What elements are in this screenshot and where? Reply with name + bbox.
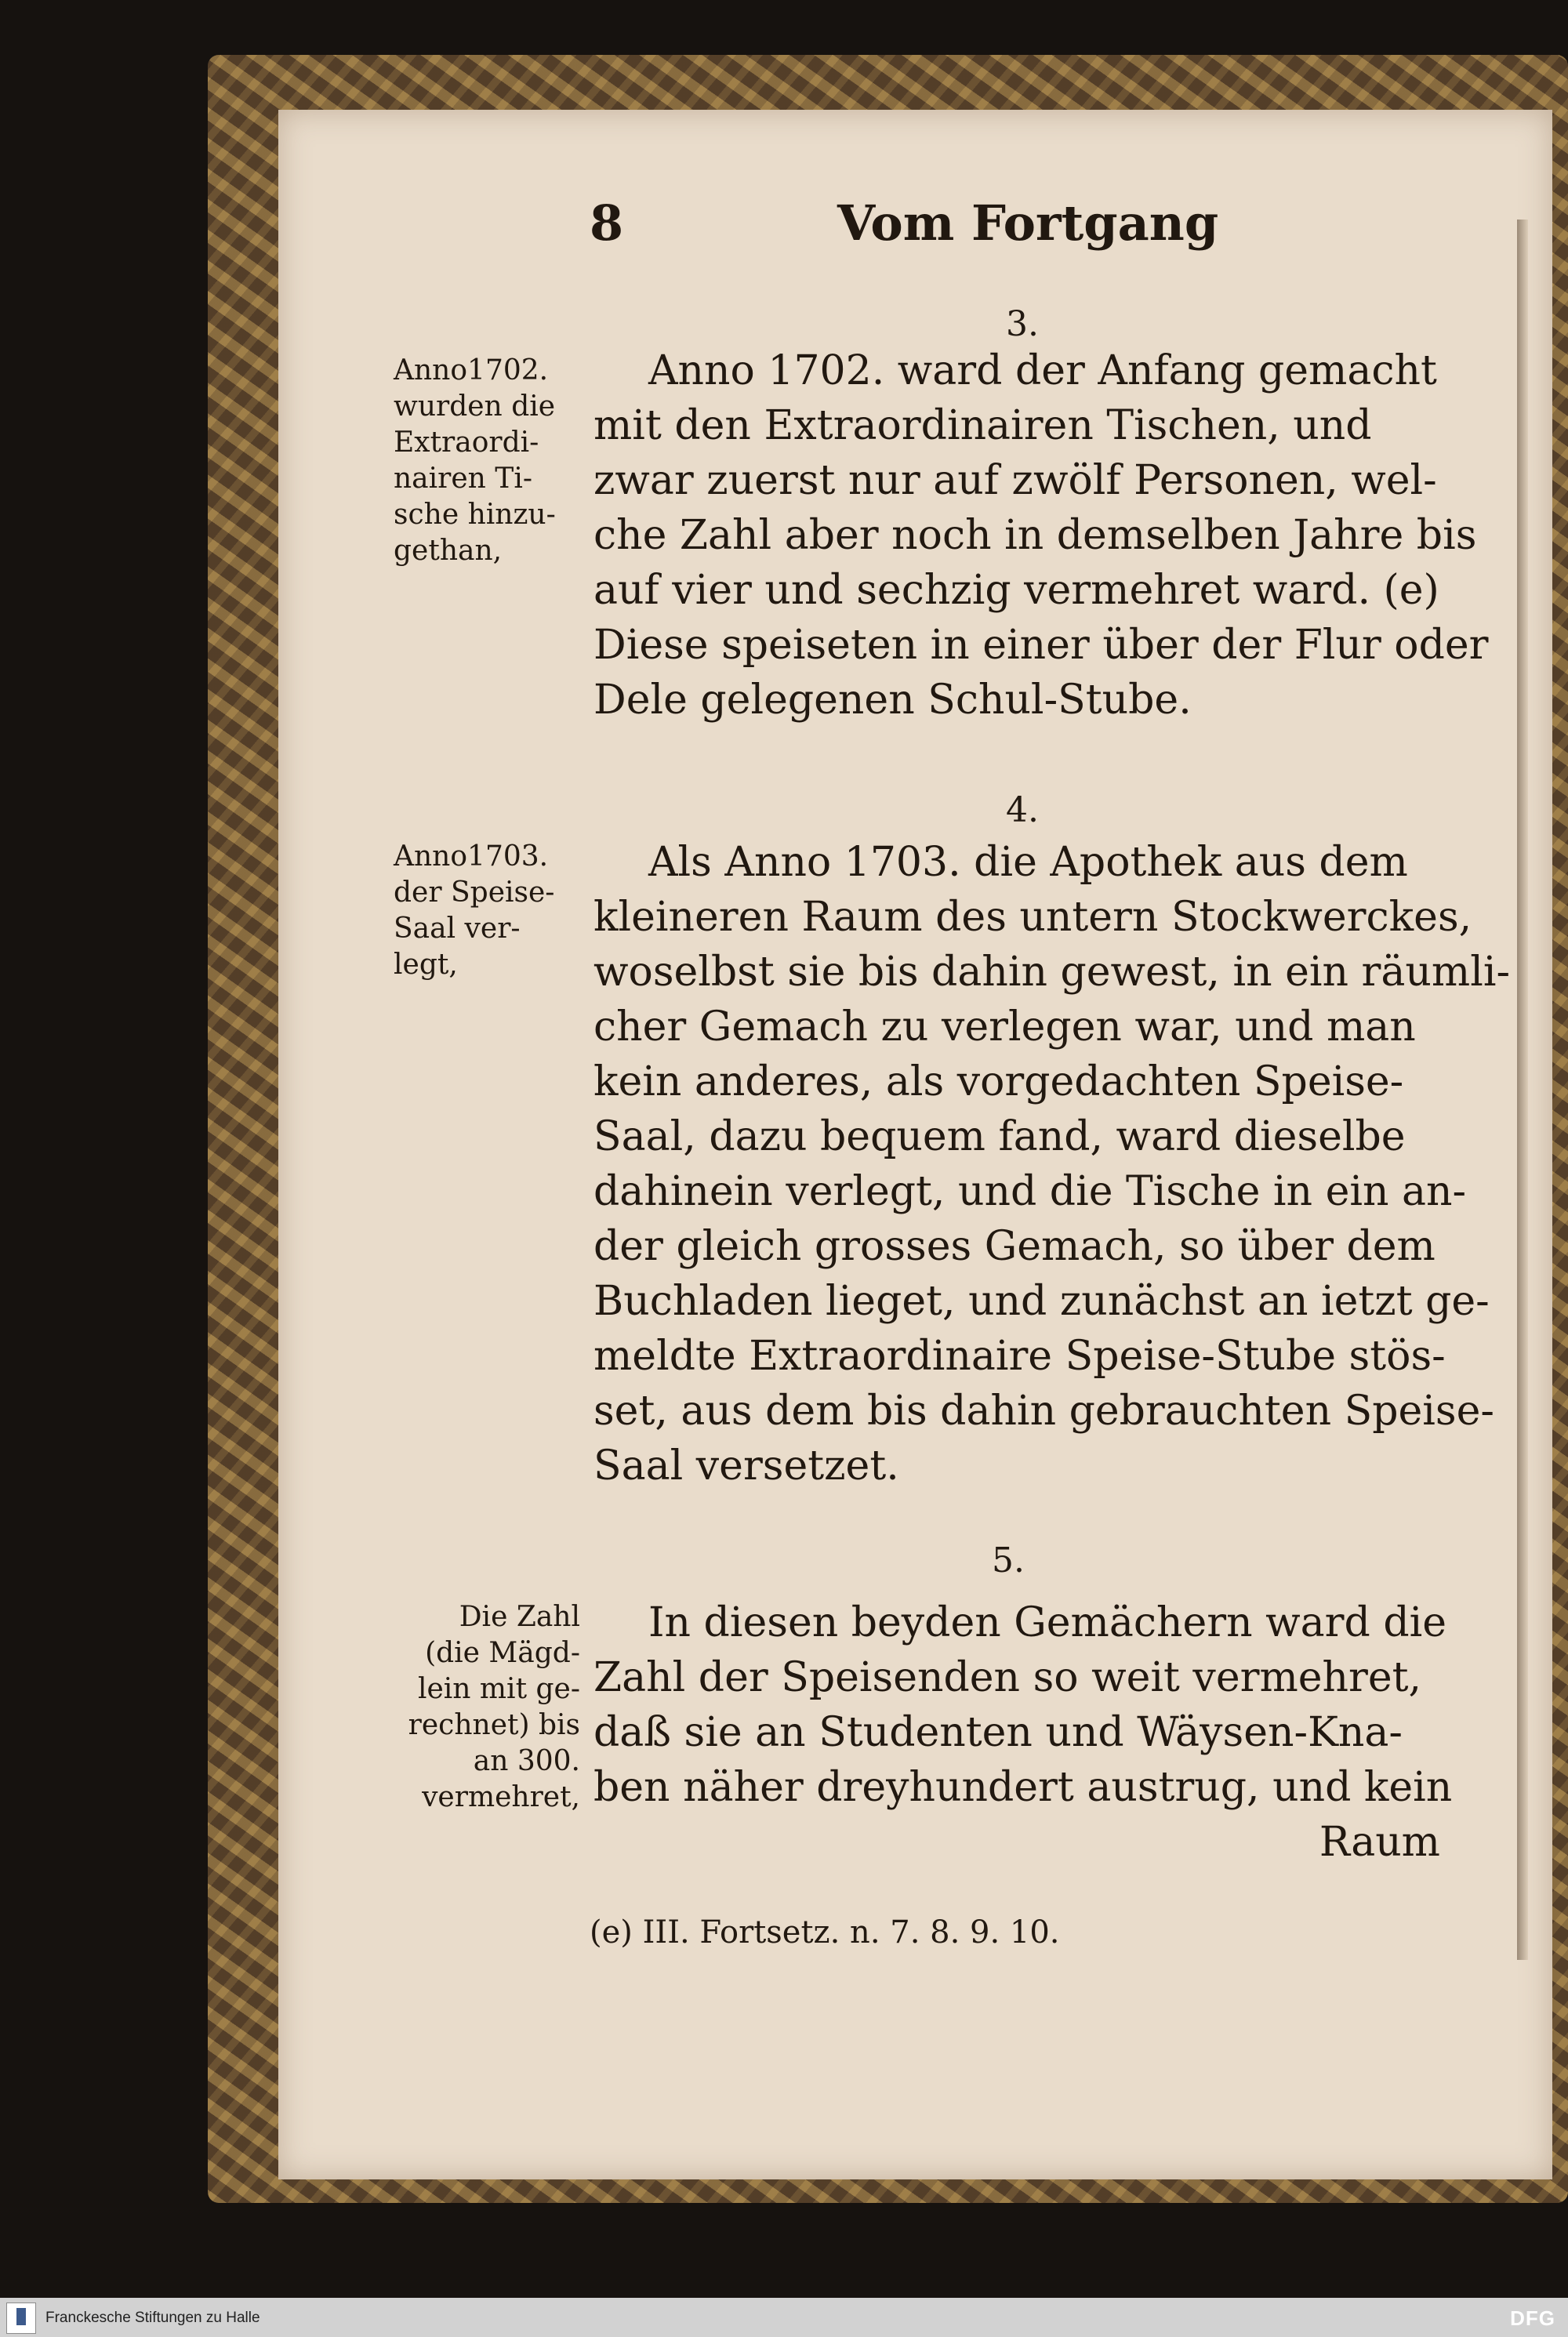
text-line: auf vier und sechzig vermehret ward. (e) [593, 567, 1439, 614]
paragraph [593, 1595, 1452, 1870]
margin-line: an 300. [473, 1745, 580, 1777]
text-line: kleineren Raum des untern Stockwerckes, [593, 894, 1472, 941]
margin-note [368, 1599, 580, 1816]
text-line: dahinein verlegt, und die Tische in ein an- [593, 1168, 1467, 1215]
text-line: mit den Extraordinairen Tischen, und [593, 402, 1372, 449]
running-title: Vom Fortgang [837, 194, 1219, 252]
text-line: Saal, dazu bequem fand, ward dieselbe [593, 1113, 1406, 1160]
catchword: Raum [1319, 1819, 1440, 1866]
margin-line: sche hinzu- [394, 499, 556, 531]
text-line: ben näher dreyhundert austrug, und kein [593, 1764, 1453, 1811]
text-line: kein anderes, als vorgedachten Speise- [593, 1058, 1404, 1105]
text-line: zwar zuerst nur auf zwölf Personen, wel- [593, 457, 1437, 504]
section-number: 5. [992, 1540, 1025, 1580]
margin-line: Saal ver- [394, 913, 521, 945]
margin-line: der Speise- [394, 876, 555, 909]
dfg-logo: DFG [1510, 2306, 1555, 2330]
margin-note [394, 353, 556, 569]
margin-note [394, 839, 554, 983]
margin-line: gethan, [394, 535, 503, 567]
text-line: woselbst sie bis dahin gewest, in ein räumli- [593, 949, 1511, 996]
text-line: che Zahl aber noch in demselben Jahre bis [593, 512, 1477, 559]
text-line: Anno 1702. ward der Anfang gemacht [648, 347, 1437, 394]
margin-line: legt, [394, 949, 458, 981]
margin-line: vermehret, [422, 1781, 580, 1813]
margin-line: lein mit ge- [417, 1673, 580, 1705]
text-line: daß sie an Studenten und Wäysen-Kna- [593, 1709, 1403, 1756]
text-line: Saal versetzet. [593, 1442, 899, 1490]
margin-line: Anno1702. [394, 354, 549, 386]
text-line: Buchladen lieget, und zunächst an ietzt ge- [593, 1278, 1490, 1325]
margin-line: Die Zahl [459, 1601, 580, 1633]
text-line: Zahl der Speisenden so weit vermehret, [593, 1654, 1422, 1701]
text-line: cher Gemach zu verlegen war, und man [593, 1003, 1416, 1051]
page-number: 8 [590, 194, 624, 252]
paragraph [593, 343, 1489, 728]
institution-name: Franckesche Stiftungen zu Halle [45, 2310, 260, 2326]
margin-line: rechnet) bis [408, 1709, 580, 1741]
text-line: In diesen beyden Gemächern ward die [648, 1599, 1447, 1646]
section-number: 4. [1006, 790, 1039, 830]
footnote: (e) III. Fortsetz. n. 7. 8. 9. 10. [590, 1914, 1060, 1951]
text-line: Als Anno 1703. die Apothek aus dem [648, 839, 1408, 886]
institution-logo-icon [6, 2303, 36, 2334]
viewer-footer [0, 2298, 1568, 2337]
text-line: Dele gelegenen Schul-Stube. [593, 677, 1192, 724]
section-number: 3. [1006, 304, 1039, 344]
text-line: set, aus dem bis dahin gebrauchten Speise- [593, 1388, 1494, 1435]
margin-line: Extraordi- [394, 426, 539, 459]
text-line: Diese speiseten in einer über der Flur oder [593, 622, 1489, 669]
margin-line: (die Mägd- [425, 1637, 580, 1669]
margin-line: nairen Ti- [394, 463, 532, 495]
margin-line: Anno1703. [394, 840, 549, 873]
margin-line: wurden die [394, 390, 556, 423]
page-fold [1517, 220, 1528, 1960]
paragraph [593, 835, 1510, 1493]
text-line: meldte Extraordinaire Speise-Stube stös- [593, 1333, 1446, 1380]
text-line: der gleich grosses Gemach, so über dem [593, 1223, 1436, 1270]
